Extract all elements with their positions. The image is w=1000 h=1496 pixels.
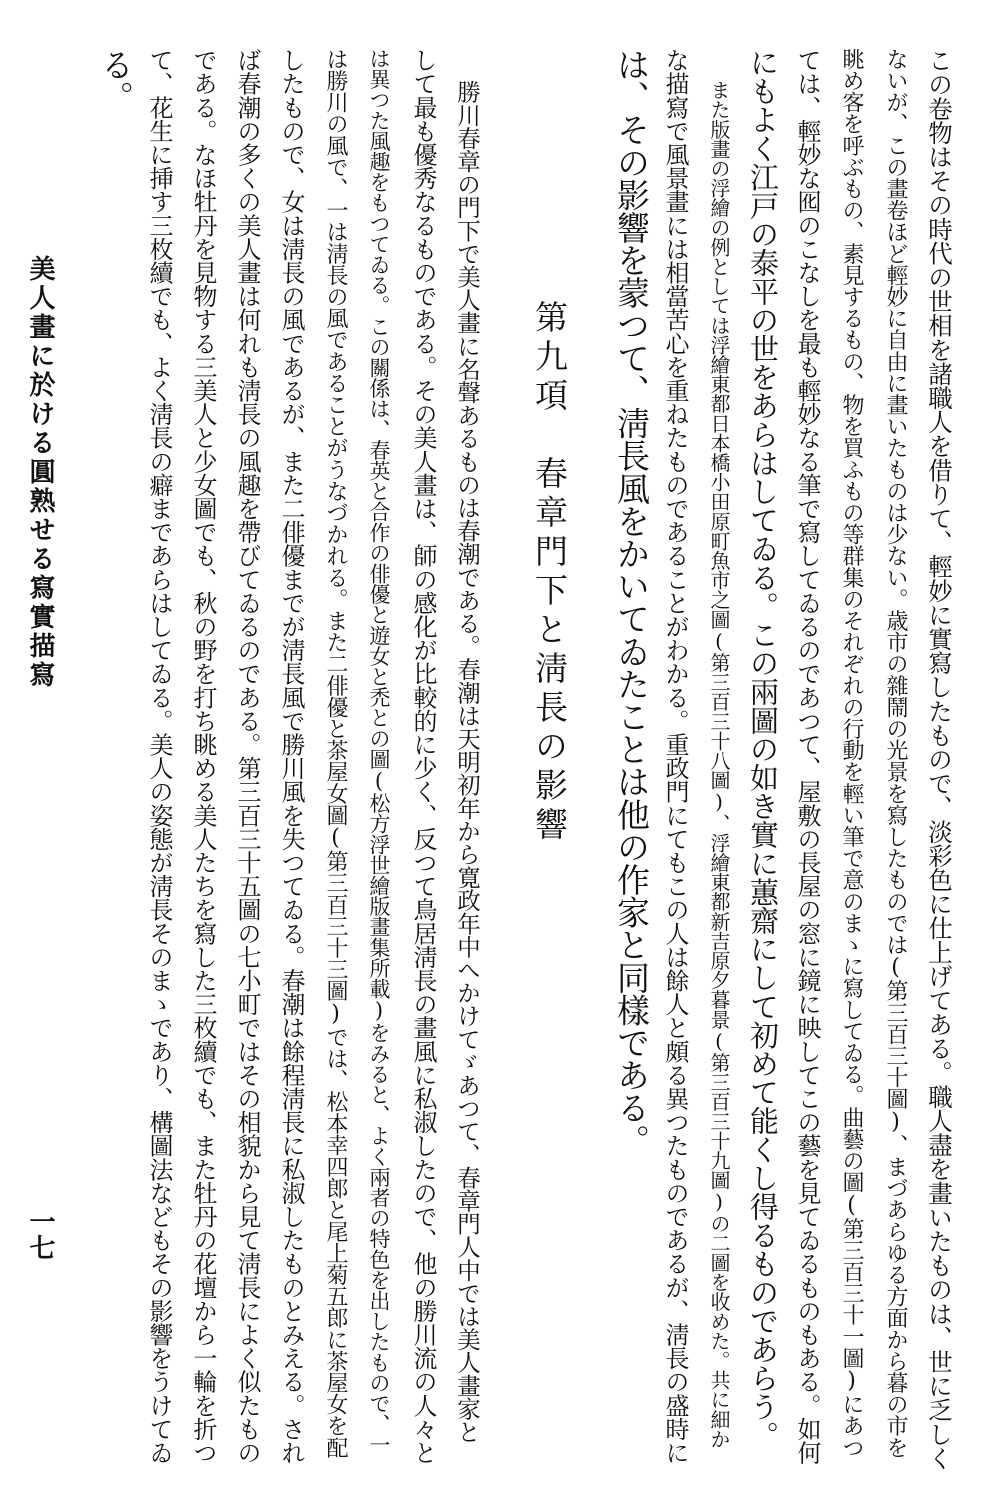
text-column: 勝川春章の門下で美人畫に名聲あるものは春潮である。春潮は天明初年から寛政年中へかけてゞあつて、春章門人中では美人畫家と <box>453 80 481 1443</box>
section-heading: 第九項 春章門下と淸長の影響 <box>530 300 569 846</box>
text-column: して最も優秀なるものである。その美人畫は、師の感化が比較的に少く、反つて鳥居淸長の畫風に私淑したので、他の勝川流の人々と <box>409 48 437 1465</box>
text-column: また版畫の浮繪の例としては浮繪東都日本橋小田原町魚市之圖(第三百三十八圖)、浮繪東都新吉原夕暮景(第三百三十九圖)の二圖を收めた。共に細か <box>707 80 731 1449</box>
text-column: ては、輕妙な囮のこなしを最も輕妙なる筆で寫してゐるのであつて、屋敷の長屋の窓に鏡に映してこの藝を見てゐるものもある。如何 <box>793 48 821 1465</box>
text-column: ないが、この畫卷ほど輕妙に自由に畫いたものは少ない。歳市の雜鬧の光景を寫したものでは(第三百三十圖)、まづあらゆる方面から暮の市を <box>883 48 908 1459</box>
text-column: である。なほ牡丹を見物する三美人と少女圖でも、秋の野を打ち眺める美人たちを寫した三枚續でも、また牡丹の花壇から一輪を折つ <box>189 48 217 1464</box>
text-column: ば春潮の多くの美人畫は何れも淸長の風趣を帶びてゐるのである。第三百三十五圖の七小町ではその相貌から見て淸長によく似たもの <box>233 48 261 1465</box>
page-number: 一七 <box>25 1208 55 1260</box>
running-title: 美人畫に於ける圓熟せる寫實描寫 <box>25 255 55 690</box>
text-column: は勝川の風で、一は淸長の風であることがうなづかれる。また二俳優と茶屋女圖(第三百三十三圖)では、松本幸四郎と尾上菊五郎に茶屋女を配 <box>323 48 348 1459</box>
text-column: したもので、女は淸長の風であるが、また二俳優までが淸長風で勝川風を失つてゐる。春潮は餘程淸長に私淑したものとみえる。され <box>277 48 305 1465</box>
text-column: る。 <box>96 48 135 114</box>
text-column: な描寫で風景畫には相當苦心を重ねたものであることがわかる。重政門にてもこの人は餘人と頗る異つたものであるが、淸長の盛時に <box>661 48 689 1465</box>
text-column: この卷物はその時代の世相を諸職人を借りて、輕妙に實寫したもので、淡彩色に仕上げてある。職人盡を畫いたものは、世に乏しく <box>925 48 954 1470</box>
text-column: は異つた風趣をもつてゐる。この關係は、春英と合作の俳優と遊女と禿との圖(松方浮世繪版畫集所載)をみると、よく兩者の特色を出したもので、一 <box>367 48 391 1455</box>
text-column: にもよく江戸の泰平の世をあらはしてゐる。この兩圖の如き實に蕙齋にして初めて能くし得るものであらう。 <box>746 48 780 1450</box>
text-column: て、花生に挿す三枚續でも、よく淸長の癖まであらはしてゐる。美人の姿態が淸長そのまゝであり、構圖法などもその影響をうけてゐ <box>145 48 173 1465</box>
text-column: は、その影響を蒙つて、淸長風をかいてゐたことは他の作家と同樣である。 <box>612 48 651 1157</box>
text-column: 眺め客を呼ぶもの、素見するもの、物を買ふもの等群集のそれぞれの行動を輕い筆で意のまゝに寫してゐる。曲藝の圖(第三百三十一圖)にあつ <box>839 48 864 1459</box>
